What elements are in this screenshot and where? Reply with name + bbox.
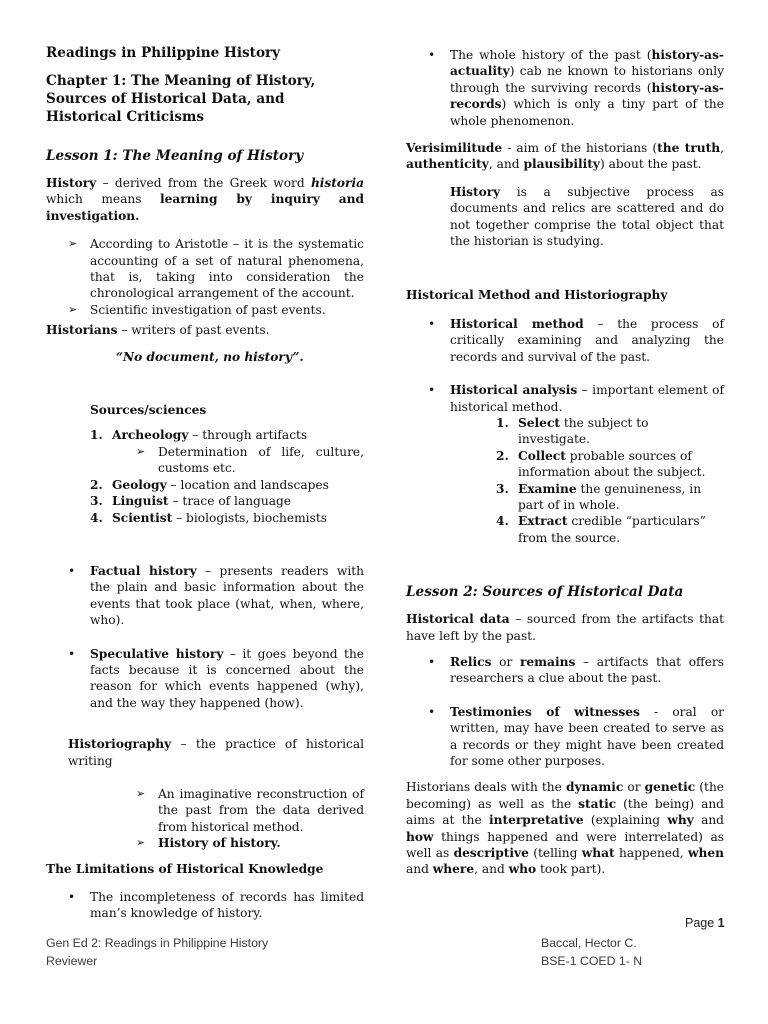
limitations-heading: The Limitations of Historical Knowledge: [46, 861, 324, 876]
footer-doc-type: Reviewer: [46, 954, 98, 968]
lesson-2-heading: Lesson 2: Sources of Historical Data: [406, 584, 684, 601]
subjective-history-note: History is a subjective process as documents and relics are scattered and do not together comprise the total object that the historian is studying.: [450, 184, 724, 249]
analysis-steps-list: [406, 415, 724, 546]
chapter-heading: Chapter 1: The Meaning of History, Sources of Historical Data, and Historical Criticisms: [46, 73, 316, 125]
bullet-icon: •: [428, 704, 436, 719]
left-column: [46, 44, 364, 922]
relics-item: • Relics or remains – artifacts that offers researchers a clue about the past.: [428, 654, 724, 686]
footer-author: Baccal, Hector C.: [541, 936, 637, 950]
footer-course: Gen Ed 2: Readings in Philippine History: [46, 936, 269, 950]
archeology-subitem: ➢ Determination of life, culture, customs etc.: [136, 444, 364, 476]
imaginative-item: ➢ An imaginative reconstruction of the past from the data derived from historical method.: [136, 786, 364, 834]
history-of-history-item: ➢ History of history.: [136, 836, 281, 851]
arrow-bullet-icon: ➢: [136, 836, 146, 850]
list-item: 4. Extract credible “particulars” from the source.: [496, 514, 706, 545]
incompleteness-item: • The incompleteness of records has limited man’s knowledge of history.: [68, 890, 364, 921]
historical-method-heading: Historical Method and Historiography: [406, 288, 668, 303]
list-item: 1. Archeology – through artifacts: [90, 428, 308, 443]
list-item: 1. Select the subject to investigate.: [496, 415, 649, 447]
list-item: 3. Examine the genuineness, in part of in whole.: [496, 481, 702, 512]
verisimilitude-definition: Verisimilitude - aim of the historians (the truth, authenticity, and plausibility) about the past.: [406, 141, 724, 172]
footer-left: [46, 934, 268, 970]
history-definition: History – derived from the Greek word historia which means learning by inquiry and investigation.: [46, 176, 364, 223]
footer-right: [541, 934, 642, 970]
historians-definition: Historians – writers of past events.: [46, 323, 270, 338]
sources-heading: Sources/sciences: [90, 403, 207, 418]
aristotle-item: ➢ According to Aristotle – it is the systematic accounting of a set of natural phenomena, that is, taking into consideration the chronological arrangement of the account.: [68, 237, 364, 301]
page-number: Page 1: [685, 916, 725, 930]
bullet-icon: •: [68, 563, 76, 578]
sources-list: [46, 427, 364, 525]
historiography-definition: Historiography – the practice of historical writing: [68, 737, 364, 768]
bullet-icon: •: [428, 316, 436, 331]
arrow-bullet-icon: ➢: [68, 302, 78, 316]
bullet-icon: •: [428, 48, 436, 62]
arrow-bullet-icon: ➢: [136, 786, 146, 800]
arrow-bullet-icon: ➢: [136, 444, 146, 458]
list-item: 4. Scientist – biologists, biochemists: [90, 510, 327, 525]
historical-data-definition: Historical data – sourced from the artifacts that have left by the past.: [406, 612, 724, 643]
list-item: 3. Linguist – trace of language: [90, 494, 291, 509]
bullet-icon: •: [428, 654, 436, 669]
bullet-icon: •: [428, 383, 436, 398]
testimonies-item: • Testimonies of witnesses - oral or written, may have been created to serve as a records or they might have been created for some other purposes.: [428, 704, 724, 768]
right-column: [406, 47, 724, 878]
factual-history-item: • Factual history – presents readers with the plain and basic information about the events that took place (what, when, where, who).: [68, 563, 364, 628]
arrow-bullet-icon: ➢: [68, 237, 78, 251]
scientific-item: ➢ Scientific investigation of past events.: [68, 302, 326, 317]
quote: “No document, no history”.: [116, 349, 304, 364]
bullet-icon: •: [68, 646, 76, 661]
whole-history-item: • The whole history of the past (history-as-actuality) cab ne known to historians only through the surviving records (history-as-records) which is only a tiny part of the whole phenomenon.: [428, 48, 724, 128]
list-item: 2. Geology – location and landscapes: [90, 477, 329, 492]
historians-deals-paragraph: Historians deals with the dynamic or genetic (the becoming) as well as the static (the being) and aims at the interpretative (explaining why and how things happened and were interrelated) as well as descriptive (telling what happened, when and where, and who took part).: [406, 780, 725, 877]
bullet-icon: •: [68, 890, 76, 904]
historical-method-item: • Historical method – the process of critically examining and analyzing the records and survival of the past.: [428, 316, 724, 364]
footer-section: BSE-1 COED 1- N: [541, 954, 643, 968]
document-title: Readings in Philippine History: [46, 45, 281, 61]
list-item: 2. Collect probable sources of information about the subject.: [496, 448, 706, 480]
speculative-history-item: • Speculative history – it goes beyond the facts because it is concerned about the reason for which events happened (why), and the way they happened (how).: [68, 646, 364, 710]
historical-analysis-item: • Historical analysis – important element of historical method.: [428, 383, 724, 414]
lesson-1-heading: Lesson 1: The Meaning of History: [46, 148, 304, 164]
